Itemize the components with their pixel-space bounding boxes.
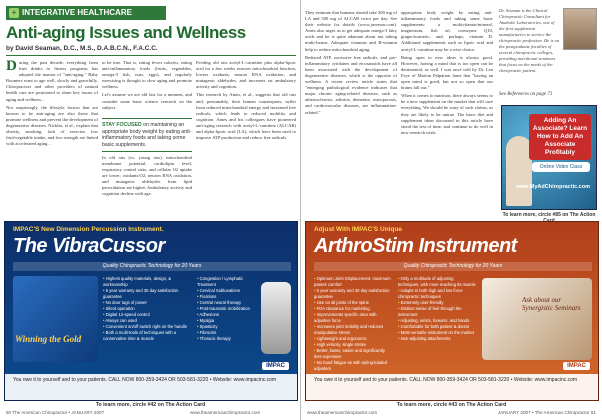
list-item: • Fixations (197, 294, 257, 300)
author-photo (563, 8, 597, 50)
article-column-5 (401, 10, 493, 138)
article-column-4 (305, 10, 397, 118)
article-paragraph: This research by Ames, et al., suggests that old rats and, presumably, their human counterparts, suffer from reduced mitochondrial energy and increased free radicals, which leads to reduced mobility and cognition. Ames and his colleagues have pioneered anti-aging research with acetyl-L-carnitine (ALCAR) and alpha-lipoic acid (LA), which have been used to improve ATP production and reduce free radicals. (196, 92, 296, 141)
list-item: • Optimum Joint Displacement, maximum patient comfort (314, 276, 392, 288)
ad-tagline: Quality Chiropractic Technology for 20 Years (13, 262, 291, 271)
list-item: • 5 year warranty and 30 day satisfaction guarantee (103, 288, 193, 300)
article-paragraph: Let's assume we are old fast for a moment, and consider some basic science research on the subject. (102, 92, 192, 110)
list-item: • 5 year warranty and 30 day satisfaction guarantee (314, 288, 392, 300)
pull-quote-text: on maintaining an appropriate body weight by eating anti-inflammatory foods and taking some basic supplements. (102, 122, 192, 148)
seminar-note: Ask about our Synergistic Seminars (522, 296, 581, 312)
list-item: • FDA clearance for marketing (314, 306, 392, 312)
section-label: INTEGRATIVE HEALTHCARE (22, 8, 132, 17)
article-paragraph: Not surprisingly, the lifestyle factors that are known to be anti-aging are also those that promote wellness and prevent the development of degenerative diseases. Nicklas, et al., explain that obesity, smoking, lack of exercise, low fruit/vegetable intake, and low strength are linked with accelerated aging... (6, 104, 98, 147)
article-column-3 (196, 60, 296, 143)
article-paragraph: Reduced ATP, excessive free radicals, and pro-inflammatory cytokines and eicosanoids have all been associated with the development of degenerative diseases, which is the opposite of wellness. A recent review article states that "emerging pathological evidence indicates that major chronic aging-related diseases, such as atherosclerosis, arthritis, dementia, osteoporosis, and cardiovascular diseases, are inflammation-related." (305, 54, 397, 115)
article-paragraph: Being open to new ideas is always good. However, having a mind that is too open can be detrimental, as well. I was once told by Dr. Len Faye of Motion Palpation fame that "having an open mind is good, but not so open that our brains fall out." (401, 54, 493, 91)
right-page (301, 0, 602, 420)
ad-kicker: IMPAC'S New Dimension Percussion Instrument. (13, 226, 164, 233)
page-folio-url[interactable]: www.theamericanchiropractor.com (190, 410, 261, 415)
list-item: • Distinct sense of feel through the instrument (398, 306, 476, 318)
list-item: • No hand fatigue as with spring-loaded adjusters (314, 360, 392, 372)
list-item: • Non-adjusting attachments (398, 336, 476, 342)
instrument-device-image (261, 282, 291, 354)
online-video-badge: Online Video Class (532, 162, 590, 172)
drop-cap: D (6, 58, 17, 74)
ad-product-name: The VibraCussor (13, 235, 165, 257)
ad-product-name: ArthroStim Instrument (314, 235, 517, 257)
impac-logo: IMPAC (563, 362, 590, 370)
pull-quote-lead: STAY FOCUSED (102, 122, 142, 128)
list-item: • Most versatile instrument on the market (398, 330, 476, 336)
article-paragraph: When it comes to nutrition, there always seems to be a new supplement on the market that will cure everything. We should be wary of such claims, as they are likely to be untrue. The basic diet and supplement ideas discussed in this article have stood the test of time, and continue to do well in new research trials. (401, 93, 493, 135)
list-item: • Increases joint mobility and reduces manipulative stress (314, 324, 392, 336)
list-item: • Adapts to both high and low force chiropractic techniques (398, 288, 476, 300)
action-card-note: To learn more, circle #42 on The Action Card (95, 402, 206, 408)
ad-photo-caption: Winning the Gold (15, 334, 82, 344)
list-item: • Improvements specific area with adjustive force (314, 312, 392, 324)
page-folio: 50 The American Chiropractor • JANUARY 2007 (6, 410, 105, 415)
list-item: • Fibrocitis (197, 330, 257, 336)
ad-feature-list-2 (398, 276, 476, 342)
list-item: • Convenient on/off switch right on the handle (103, 324, 193, 330)
list-item: • Adhesions (197, 312, 257, 318)
references-note: See References on page 71 (499, 92, 553, 97)
article-byline: by David Seaman, D.C., M.S., D.A.B.C.N., F.A.C.C. (6, 45, 158, 52)
vibracussor-ad[interactable] (4, 221, 298, 401)
ad-call-footer: You owe it to yourself and to your patients. CALL NOW 800-359-3424 OR 503-581-3220 • Website: www.impacinc.com (5, 374, 297, 400)
ad-feature-list (103, 276, 193, 342)
page-folio: JANUARY 2007 • The American Chiropractor 51 (497, 410, 596, 415)
article-paragraph: appropriate body weight by eating anti-inflammatory foods and taking some basic supplements: a multivitamin/mineral, magnesium, fish oil, coenzyme Q10, ginger/turmeric, and, perhaps, vitamin D. Additional supplements such as lipoic acid and acetyl-L-carnitine may be a wise choice. (401, 10, 493, 52)
title-rule (6, 55, 296, 56)
article-paragraph: to be true. That is, eating fewer calories, eating anti-inflammatory foods (fruits, vegetables, omega-3 fish, nuts, eggs), and regularly exercising is thought to slow aging and promote wellness. (102, 60, 192, 90)
article-paragraph: They estimate that humans should take 200 mg of LA and 500 mg of ALCAR twice per day. See their website for details (www.juvenon.com). Ames also urges us to get adequate omega-3 fatty acids and he is quite adamant about not taking multi-harms. Adequate vitamins and B-vitamin help to reduce mitochondrial aging. (305, 10, 397, 52)
list-item: • Central neural therapy (197, 300, 257, 306)
ad-product-photo (13, 276, 98, 362)
list-item: • Better, faster, easier and significantly less expensive (314, 348, 392, 360)
list-item: • Only a multitude of adjusting techniques, with more reaching its muscle (398, 276, 476, 288)
list-item: • Myalgia (197, 318, 257, 324)
list-item: • Digital 12-speed control (103, 312, 193, 318)
associate-ad-url[interactable]: www.MyAdChiropractic.com (515, 184, 590, 190)
list-item: • Post-traumatic mobilization (197, 306, 257, 312)
arthrostim-ad[interactable] (305, 221, 599, 401)
associate-ad-headline: Adding An Associate? Learn How to Add An Associate Profitably (529, 114, 591, 160)
impac-logo: IMPAC (262, 362, 289, 370)
pull-quote (102, 118, 192, 152)
ad-feature-list (314, 276, 392, 372)
ad-call-footer: You owe it to yourself and to your patients. CALL NOW 800-359-3424 OR 503-581-3220 • Website: www.impacinc.com (306, 374, 598, 400)
action-card-note: To learn more, circle #85 on The Action (502, 212, 596, 218)
plus-icon: + (9, 8, 19, 18)
list-item: • Congestion / Lymphatic Treatment (197, 276, 257, 288)
article-paragraph: During the past decade, everything from fruit drinks to fitness programs has adopted the mantra of "anti-aging." Baby Boomers want to age well, slowly and gracefully. Chiropractors and other providers of natural health care are positioned to share key issues of aging and wellness... (6, 58, 98, 102)
ad-tagline: Quality Chiropractic Technology for 20 Years (314, 262, 592, 271)
list-item: • Lightweight and ergonomic (314, 336, 392, 342)
ad-kicker: Adjust With IMPAC'S Unique (314, 226, 403, 233)
list-item: • Always can used (103, 318, 193, 324)
list-item: • No door tags of power (103, 300, 193, 306)
instrument-photo (482, 278, 592, 360)
page-folio-url[interactable]: www.theamericanchiropractor.com (307, 410, 378, 415)
list-item: • Highest quality materials, design, & workmanship (103, 276, 193, 288)
list-item: • Both a multi-tools of techniques with a conservative time & muscle (103, 330, 193, 342)
list-item: • Thoracic therapy (197, 336, 257, 342)
action-card-note: To learn more, circle #43 on The Action Card (396, 402, 507, 408)
list-item: • Extremely user-friendly (398, 300, 476, 306)
ad-use-list (197, 276, 257, 342)
list-item: • Cervical Subluxations (197, 288, 257, 294)
list-item: • High velocity, single stroke (314, 342, 392, 348)
article-column-1 (6, 60, 98, 149)
section-banner (6, 6, 166, 20)
article-paragraph: Feeding old rats acetyl-L-carnitine plus alpha-lipoic acid for a few weeks restores mitochondrial function, lowers oxidants, neuron RNA oxidation, and mutagenic aldehydes, and increases rat ambulatory activity and cognition. (196, 60, 296, 90)
list-item: • Adjusting, wrists, forearm, and hands (398, 318, 476, 324)
list-item: • Comfortable for both patient & doctor (398, 324, 476, 330)
list-item: • Use on all joints of the spine (314, 300, 392, 306)
list-item: • Silent operation (103, 306, 193, 312)
list-item: • Spasticity (197, 324, 257, 330)
associate-ad[interactable] (501, 105, 597, 210)
article-paragraph: In old rats (vs. young rats), mitochondrial membrane potential, cardiolipin level, respiratory control ratio, and cellular O2 uptake are lower; oxidants/O2, neuron RNA oxidation, and mutagenic aldehydes from lipid peroxidation are higher. Ambulatory activity and cognition decline with age. (102, 154, 192, 197)
article-title: Anti-aging Issues and Wellness (6, 23, 246, 42)
author-bio: Dr. Seaman is the Clinical Chiropractic Consultant for Anabolic Laboratories, one of the first supplement manufacturers to service the chiropractic profession. He is on the postgraduate faculties of several chiropractic colleges, providing nutritional seminars that focus on the needs of the chiropractic patient. (499, 8, 560, 73)
